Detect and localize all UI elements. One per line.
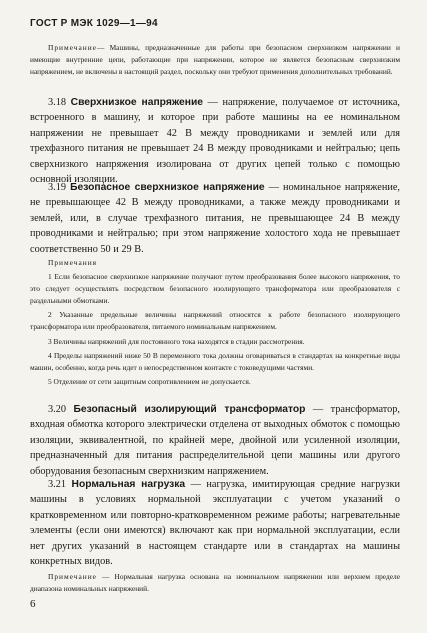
definition-text: — трансформатор, входная обмотка которого электрически отделена от выходных обмоток с помощью изоляции, эквивалентной, по крайней мере, двойной или усиленной изоляции, предназначенный для питания распределительной цепи машины или другого оборудования безопасным сверхнизким напряжением. — [30, 404, 401, 477]
definition-3-20 — [30, 402, 400, 479]
clause-number: 3.18 — [48, 97, 67, 108]
notes-heading: Примечания — [48, 258, 98, 267]
note-text: — Машины, предназначенные для работы при безопасном сверхнизком напряжении и имеющие внутренние цепи, работающие при напряжении, которое не является безопасным сверхнизким напряжением, не включены в настоящий раздел, поскольку они требуют применения дополнительных требований. — [30, 43, 400, 77]
note-item: 5 Отделение от сети защитным сопротивлением не допускается. — [48, 376, 251, 386]
clause-number: 3.20 — [48, 404, 67, 415]
term-extra-low-voltage: Сверхнизкое напряжение — [70, 97, 203, 108]
standard-header: ГОСТ Р МЭК 1029—1—94 — [30, 18, 158, 29]
note-normal-load — [30, 571, 400, 595]
term-safety-extra-low-voltage: Безопасное сверхнизкое напряжение — [70, 182, 265, 193]
note-item: 2 Указанные предельные величины напряжений относятся к работе безопасного изолирующего трансформатора или преобразователя, питаемого номинальным напряжением. — [30, 310, 400, 332]
note-item: 1 Если безопасное сверхнизкое напряжение получают путем преобразования более высокого напряжения, то это следует осуществлять посредством безопасного изолирующего трансформатора или преобразователя с раздельными обмотками. — [30, 272, 400, 306]
definition-3-19 — [30, 180, 400, 257]
definition-text: — номинальное напряжение, не превышающее 42 В между проводниками, а также между проводниками и землей, или, в случае трехфазного питания, не превышающее 24 В между проводниками и нейтралью; при этом напряжение холостого хода не превышает соответственно 50 и 29 В. — [30, 182, 400, 255]
definition-3-18 — [30, 95, 400, 187]
term-safety-isolating-transformer: Безопасный изолирующий трансформатор — [73, 404, 306, 415]
clause-number: 3.21 — [48, 479, 67, 490]
clause-number: 3.19 — [48, 182, 67, 193]
note-distributed-circuits — [30, 42, 400, 78]
note-label: Примечание — [48, 572, 97, 581]
definition-text: — нагрузка, имитирующая средние нагрузки машины в условиях нормальной эксплуатации с учетом указаний о кратковременном или повторно-кратковременном режиме работы; нагревательные элементы (если они имеются) включают как при нормальной эксплуатации, если нет других указаний в настоящем стандарте или в стандартах на машины конкретных видов. — [30, 479, 401, 568]
definition-3-21 — [30, 477, 400, 569]
definition-text: — напряжение, получаемое от источника, встроенного в машину, и которое при работе машины на ее номинальном напряжении не превышает 42 В между проводниками и землей или для трехфазного питания не превышает 24 В между проводниками и нейтралью; цепь сверхнизкого напряжения изолирована от других цепей только с помощью основной изоляции. — [30, 97, 400, 186]
page-number: 6 — [30, 598, 36, 610]
note-item: 4 Пределы напряжений ниже 50 В переменного тока должны оговариваться в стандартах на конкретные виды машин, особенно, когда речь идет о непосредственном контакте с токоведущими частями. — [30, 350, 400, 372]
note-label: Примечание — [48, 43, 97, 52]
note-text: — Нормальная нагрузка основана на номинальном напряжении или верхнем пределе диапазона номинальных напряжений. — [30, 572, 400, 594]
term-normal-load: Нормальная нагрузка — [71, 479, 186, 490]
notes-3-19 — [30, 257, 400, 388]
note-item: 3 Величины напряжений для постоянного тока находятся в стадии рассмотрения. — [48, 336, 305, 346]
